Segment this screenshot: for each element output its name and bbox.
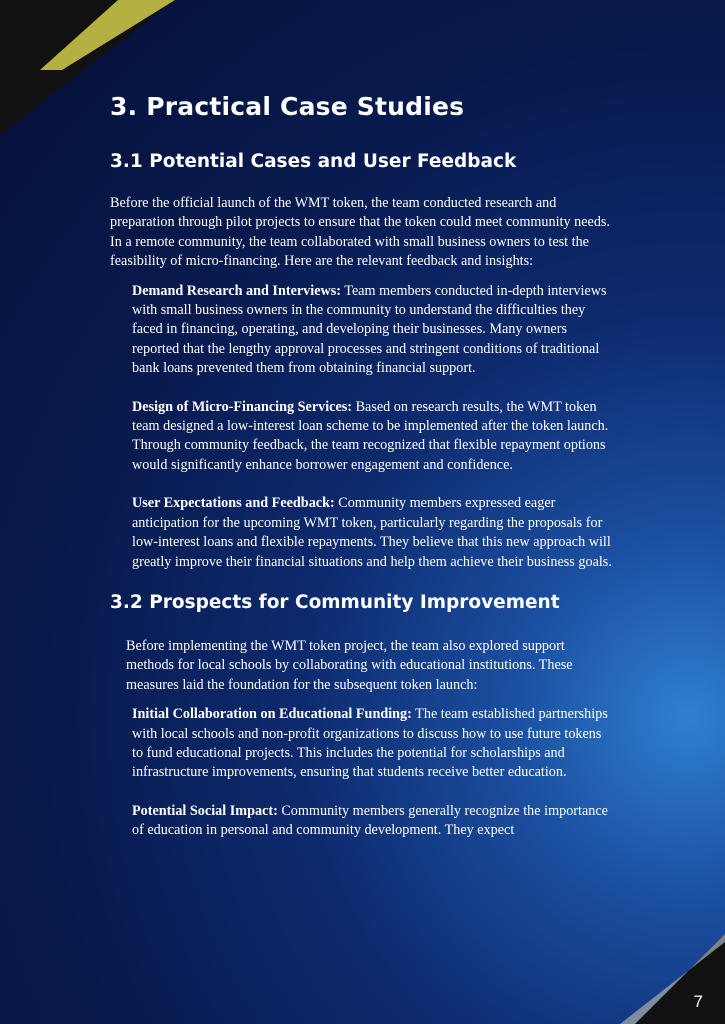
item-text: Based on research results, the WMT token team designed a low-interest loan scheme to be implemented after the token launch. Through community feedback, the team recognized that flexible repayment options would significantly enhance borrower engagement and confidence. — [132, 398, 609, 473]
section-3-1 — [110, 151, 615, 572]
page-title: 3. Practical Case Studies — [110, 92, 465, 121]
list-item — [132, 802, 615, 841]
list-item — [132, 282, 615, 379]
item-text: Team members conducted in-depth interviews with small business owners in the community to understand the difficulties they faced in financing, operating, and developing their businesses. Many owners reported that the lengthy approval processes and stringent conditions of traditional bank loans prevented them from obtaining financial support. — [132, 282, 607, 377]
item-text: Community members expressed eager anticipation for the upcoming WMT token, particularly regarding the proposals for low-interest loans and flexible repayments. They believe that this new approach will greatly improve their financial situations and help them achieve their business goals. — [132, 495, 612, 570]
list-item — [132, 494, 615, 572]
item-term: Potential Social Impact: — [132, 802, 278, 819]
item-term: Initial Collaboration on Educational Funding: — [132, 706, 412, 723]
section-heading: 3.2 Prospects for Community Improvement — [110, 591, 560, 613]
page-number: 7 — [693, 992, 703, 1011]
section-intro: Before the official launch of the WMT token, the team conducted research and preparation through pilot projects to ensure that the token could meet community needs. In a remote community, the team collaborated with small business owners to test the feasibility of micro-financing. Here are the relevant feedback and insights: — [110, 195, 610, 270]
list-item — [132, 705, 615, 783]
section-intro: Before implementing the WMT token project, the team also explored support methods for local schools by collaborating with educational institutions. These measures laid the foundation for the subsequent token launch: — [126, 637, 573, 693]
section-heading: 3.1 Potential Cases and User Feedback — [110, 151, 517, 172]
corner-decoration-gold — [0, 0, 175, 70]
page-content — [110, 92, 615, 861]
item-term: User Expectations and Feedback: — [132, 495, 335, 512]
item-term: Design of Micro-Financing Services: — [132, 398, 353, 415]
item-text: The team established partnerships with local schools and non-profit organizations to discuss how to use future tokens to fund educational projects. This includes the potential for scholarships and infrastructure improvements, ensuring that students receive better education. — [132, 706, 608, 781]
item-text: Community members generally recognize the importance of education in personal and community development. They expect — [132, 802, 608, 839]
section-3-2 — [110, 592, 615, 841]
list-item — [132, 398, 615, 476]
item-term: Demand Research and Interviews: — [132, 282, 341, 299]
